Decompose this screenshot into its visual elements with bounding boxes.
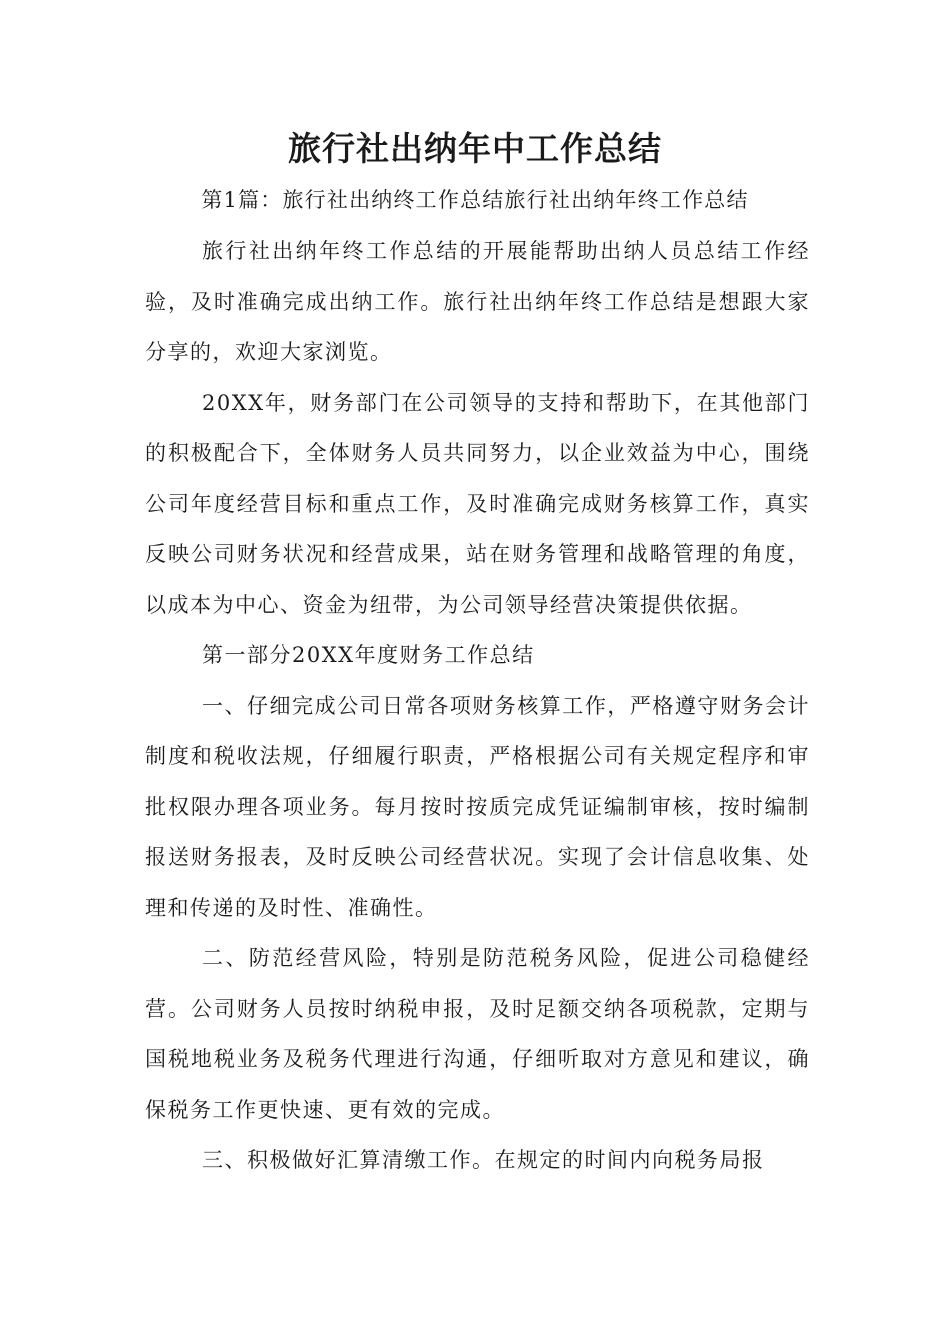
paragraph-item-3: 三、积极做好汇算清缴工作。在规定的时间内向税务局报 (202, 1148, 765, 1172)
paragraph-item-1: 一、仔细完成公司日常各项财务核算工作，严格遵守财务会计制度和税收法规，仔细履行职责，严格根据公司有关规定程序和审批权限办理各项业务。每月按时按质完成凭证编制审核，按时编制报送财务报表，及时反映公司经营状况。实现了会计信息收集、处理和传递的及时性、准确性。 (145, 693, 810, 920)
document-body (145, 226, 810, 1186)
paragraph-item-2: 二、防范经营风险，特别是防范税务风险，促进公司稳健经营。公司财务人员按时纳税申报，及时足额交纳各项税款，定期与国税地税业务及税务代理进行沟通，仔细听取对方意见和建议，确保税务工作更快速、更有效的完成。 (145, 946, 810, 1122)
paragraph-overview: 20XX年，财务部门在公司领导的支持和帮助下，在其他部门的积极配合下，全体财务人员共同努力，以企业效益为中心，围绕公司年度经营目标和重点工作，及时准确完成财务核算工作，真实反映公司财务状况和经营成果，站在财务管理和战略管理的角度，以成本为中心、资金为纽带，为公司领导经营决策提供依据。 (145, 390, 810, 617)
paragraph-intro: 旅行社出纳年终工作总结的开展能帮助出纳人员总结工作经验，及时准确完成出纳工作。旅行社出纳年终工作总结是想跟大家分享的，欢迎大家浏览。 (145, 239, 810, 364)
section-heading: 第一部分20XX年度财务工作总结 (202, 643, 535, 667)
document-subtitle: 第1篇：旅行社出纳终工作总结旅行社出纳年终工作总结 (201, 188, 749, 212)
document-title: 旅行社出纳年中工作总结 (288, 129, 662, 168)
